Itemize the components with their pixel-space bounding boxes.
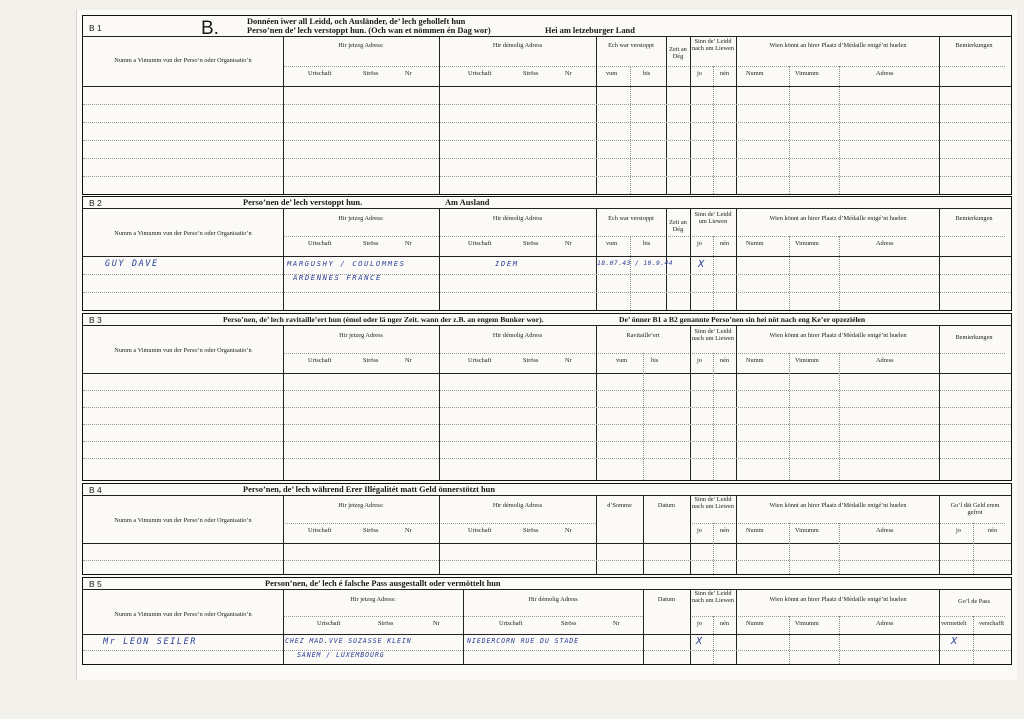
section-b2 bbox=[82, 196, 1012, 311]
sub-nr: Nr bbox=[405, 240, 412, 247]
sub-stross: Ströss bbox=[523, 357, 539, 364]
sub-adress: Adress bbox=[876, 70, 894, 77]
sub-urtschaft: Urtschaft bbox=[308, 240, 332, 247]
sub-jo: jo bbox=[697, 240, 702, 247]
col-suffered-header: Sinn de’ Leidd nach um Liewen bbox=[692, 328, 734, 343]
sub-adress: Adress bbox=[876, 527, 894, 534]
entry-alive-mark: X bbox=[696, 636, 704, 647]
sub-stross: Ströss bbox=[363, 70, 379, 77]
sub-urtschaft: Urtschaft bbox=[308, 357, 332, 364]
sub-jo: jo bbox=[697, 620, 702, 627]
sub-jo: jo bbox=[697, 527, 702, 534]
sub-urtschaft: Urtschaft bbox=[468, 527, 492, 534]
sub-nen: nén bbox=[720, 527, 730, 534]
col-ravit-header: Ravitaille’ert bbox=[626, 332, 660, 339]
sub-jo: jo bbox=[697, 357, 702, 364]
sub-bis: bis bbox=[643, 240, 651, 247]
col-medal-header: Wien könnt an hirer Plaatz d’Médaille entgé’nt huelen bbox=[769, 596, 907, 603]
sub-jo: jo bbox=[697, 70, 702, 77]
sub-bis: bis bbox=[651, 357, 659, 364]
sub-numm: Numm bbox=[746, 620, 764, 627]
col-current-header: Hir jetzeg Adress: bbox=[338, 42, 384, 49]
col-suffered-header: Sinn de’ Leidd nach um Liewen bbox=[692, 496, 734, 511]
entry-current-address: SANEM / LUXEMBOURG bbox=[297, 651, 385, 659]
sub-urtschaft: Urtschaft bbox=[468, 240, 492, 247]
col-somme-header: d’Somme bbox=[607, 502, 632, 509]
entry-former-address: IDEM bbox=[495, 259, 519, 268]
col-name-header: Numm a Vimumm vun der Perso’n oder Organisatio’n bbox=[114, 347, 252, 354]
sub-stross: Ströss bbox=[523, 70, 539, 77]
section-letter: B. bbox=[201, 18, 219, 39]
entry-name: Mr LEON SEILER bbox=[103, 637, 198, 647]
sub-nr: Nr bbox=[405, 70, 412, 77]
sub-stross: Ströss bbox=[523, 527, 539, 534]
col-current-header: Hir jetzeg Adress bbox=[339, 332, 383, 339]
sub-nr: Nr bbox=[433, 620, 440, 627]
col-name-header: Numm a Vimumm vun der Perso’n oder Organisatio’n bbox=[114, 230, 252, 237]
col-remarks-header: Bemierkungen bbox=[955, 42, 993, 49]
col-remarks-header: Bemierkungen bbox=[955, 215, 993, 222]
col-suffered-header: Sinn de’ Leidd nach um Liewen bbox=[692, 38, 734, 53]
sub-nr: Nr bbox=[405, 357, 412, 364]
sub-vimumm: Vimumm bbox=[795, 527, 819, 534]
sub-adress: Adress bbox=[876, 357, 894, 364]
entry-current-address: CHEZ MAD.VVE SUZASSE KLEIN bbox=[285, 637, 412, 645]
sub-urtschaft: Urtschaft bbox=[308, 70, 332, 77]
sub-nr: Nr bbox=[565, 527, 572, 534]
sub-stross: Ströss bbox=[378, 620, 394, 627]
col-gold-header: Go’l dät Geld erem gefrot bbox=[950, 502, 1000, 517]
sub-urtschaft: Urtschaft bbox=[468, 70, 492, 77]
sub-stross: Ströss bbox=[363, 240, 379, 247]
col-zeit-header: Zeit an Dég bbox=[669, 219, 687, 234]
sub-vimumm: Vimumm bbox=[795, 620, 819, 627]
col-medal-header: Wien könnt an hirer Plaatz d’Médaille entgé’nt huelen bbox=[769, 502, 907, 509]
section-id: B 3 bbox=[89, 315, 102, 325]
section-id: B 1 bbox=[89, 23, 102, 33]
entry-pass-mark: X bbox=[951, 636, 959, 647]
sub-nen: nén bbox=[720, 70, 730, 77]
sub-nen: nén bbox=[720, 240, 730, 247]
sub-vum: vum bbox=[606, 240, 618, 247]
sub-urtschaft: Urtschaft bbox=[317, 620, 341, 627]
sub-jo: jo bbox=[956, 527, 961, 534]
section-b1 bbox=[82, 15, 1012, 195]
entry-former-address: NIEDERCORN RUE DU STADE bbox=[467, 637, 580, 645]
section-title-right: De’ önner B1 a B2 genannte Perso’nen sin hei nöt nach eng Ke’er opzeziélen bbox=[619, 315, 866, 324]
sub-numm: Numm bbox=[746, 70, 764, 77]
col-pass-header: Go’l de Pass bbox=[958, 598, 990, 605]
col-medal-header: Wien könnt an hirer Plaatz d’Médaille entgé’nt huelen bbox=[769, 42, 907, 49]
sub-nen: nén bbox=[988, 527, 998, 534]
sub-nr: Nr bbox=[565, 70, 572, 77]
sub-nr: Nr bbox=[405, 527, 412, 534]
sub-nr: Nr bbox=[613, 620, 620, 627]
col-current-header: Hir jetzeg Adress: bbox=[338, 502, 384, 509]
sub-nen: nén bbox=[720, 620, 730, 627]
sub-nen: nén bbox=[720, 357, 730, 364]
sub-nr: Nr bbox=[565, 240, 572, 247]
col-name-header: Numm a Vimumm vun der Perso’n oder Organisatio’n bbox=[114, 517, 252, 524]
section-title-right: Am Ausland bbox=[445, 198, 490, 207]
sub-vimumm: Vimumm bbox=[795, 70, 819, 77]
section-title: Perso’nen de’ lech verstoppt hun. (Och wan et nömmen én Dag wor) bbox=[247, 26, 491, 35]
entry-current-address: ARDENNES FRANCE bbox=[293, 273, 382, 282]
col-medal-header: Wien könnt an hirer Plaatz d’Médaille entgé’nt huelen bbox=[769, 332, 907, 339]
section-b3 bbox=[82, 313, 1012, 481]
sub-bis: bis bbox=[643, 70, 651, 77]
sub-verschafft: verschafft bbox=[979, 620, 1005, 627]
sub-adress: Adress bbox=[876, 240, 894, 247]
col-former-header: Hir démolig Adress bbox=[492, 502, 543, 509]
col-datum-header: Datum bbox=[657, 596, 676, 603]
col-former-header: Hir démolig Adress bbox=[492, 215, 543, 222]
entry-name: GUY DAVE bbox=[105, 259, 159, 269]
section-b4 bbox=[82, 483, 1012, 575]
col-current-header: Hir jetzeg Adress: bbox=[350, 596, 396, 603]
sub-stross: Ströss bbox=[363, 357, 379, 364]
section-title: Donnéen iwer all Leidd, och Ausländer, de’ lech geholleft hun bbox=[247, 17, 466, 26]
sub-urtschaft: Urtschaft bbox=[308, 527, 332, 534]
section-title: Person’nen, de’ lech é falsche Pass ausgestallt oder vermöttelt hun bbox=[265, 579, 501, 588]
section-b5 bbox=[82, 577, 1012, 665]
sub-stross: Ströss bbox=[523, 240, 539, 247]
col-hidden-header: Ech war verstoppt bbox=[608, 42, 654, 49]
section-id: B 5 bbox=[89, 579, 102, 589]
section-title-right: Hei am letzeburger Land bbox=[545, 26, 635, 35]
col-remarks-header: Bemierkungen bbox=[955, 334, 993, 341]
sub-numm: Numm bbox=[746, 357, 764, 364]
col-current-header: Hir jetzeg Adress: bbox=[338, 215, 384, 222]
col-former-header: Hir démolig Adress bbox=[528, 596, 578, 603]
col-name-header: Numm a Vimumm vun der Perso’n oder Organisatio’n bbox=[114, 611, 252, 618]
col-name-header: Numm a Vimumm vun der Perso’n oder Organisatio’n bbox=[114, 57, 252, 64]
entry-hidden-dates: 18.07.43 / 10.9.44 bbox=[597, 259, 673, 267]
sub-adress: Adress bbox=[876, 620, 894, 627]
col-suffered-header: Sinn de’ Leidd um Liewen bbox=[694, 211, 732, 226]
sub-urtschaft: Urtschaft bbox=[468, 357, 492, 364]
section-title: Perso’nen, de’ lech ravitaille’ert hun (émol oder lä nger Zeit. wann der z.B. an engem Bunker wor). bbox=[223, 315, 544, 324]
sub-urtschaft: Urtschaft bbox=[499, 620, 523, 627]
sub-vimumm: Vimumm bbox=[795, 357, 819, 364]
sub-vimumm: Vimumm bbox=[795, 240, 819, 247]
col-hidden-header: Ech war verstoppt bbox=[608, 215, 654, 222]
sub-stross: Ströss bbox=[363, 527, 379, 534]
section-title: Perso’nen de’ lech verstoppt hun. bbox=[243, 198, 363, 207]
sub-numm: Numm bbox=[746, 527, 764, 534]
col-medal-header: Wien könnt an hirer Plaatz d’Médaille entgé’nt huelen bbox=[769, 215, 907, 222]
sub-nr: Nr bbox=[565, 357, 572, 364]
col-zeit-header: Zeit an Dég bbox=[669, 46, 687, 61]
section-id: B 4 bbox=[89, 485, 102, 495]
section-title: Perso’nen, de’ lech während Erer Illégalitét matt Geld önnerstötzt hun bbox=[243, 485, 495, 494]
section-id: B 2 bbox=[89, 198, 102, 208]
col-suffered-header: Sinn de’ Leidd nach um Liewen bbox=[692, 590, 734, 605]
sub-vum: vum bbox=[606, 70, 618, 77]
sub-stross: Ströss bbox=[561, 620, 577, 627]
sub-numm: Numm bbox=[746, 240, 764, 247]
entry-alive-mark: X bbox=[698, 259, 706, 270]
col-datum-header: Datum bbox=[657, 502, 676, 509]
sub-vum: vum bbox=[616, 357, 628, 364]
col-former-header: Hir démolig Adress bbox=[492, 332, 543, 339]
col-former-header: Hir démolig Adress bbox=[492, 42, 543, 49]
sub-vermettelt: vermettelt bbox=[941, 620, 967, 627]
entry-current-address: MARGUSHY / COULOMMES bbox=[287, 259, 406, 268]
